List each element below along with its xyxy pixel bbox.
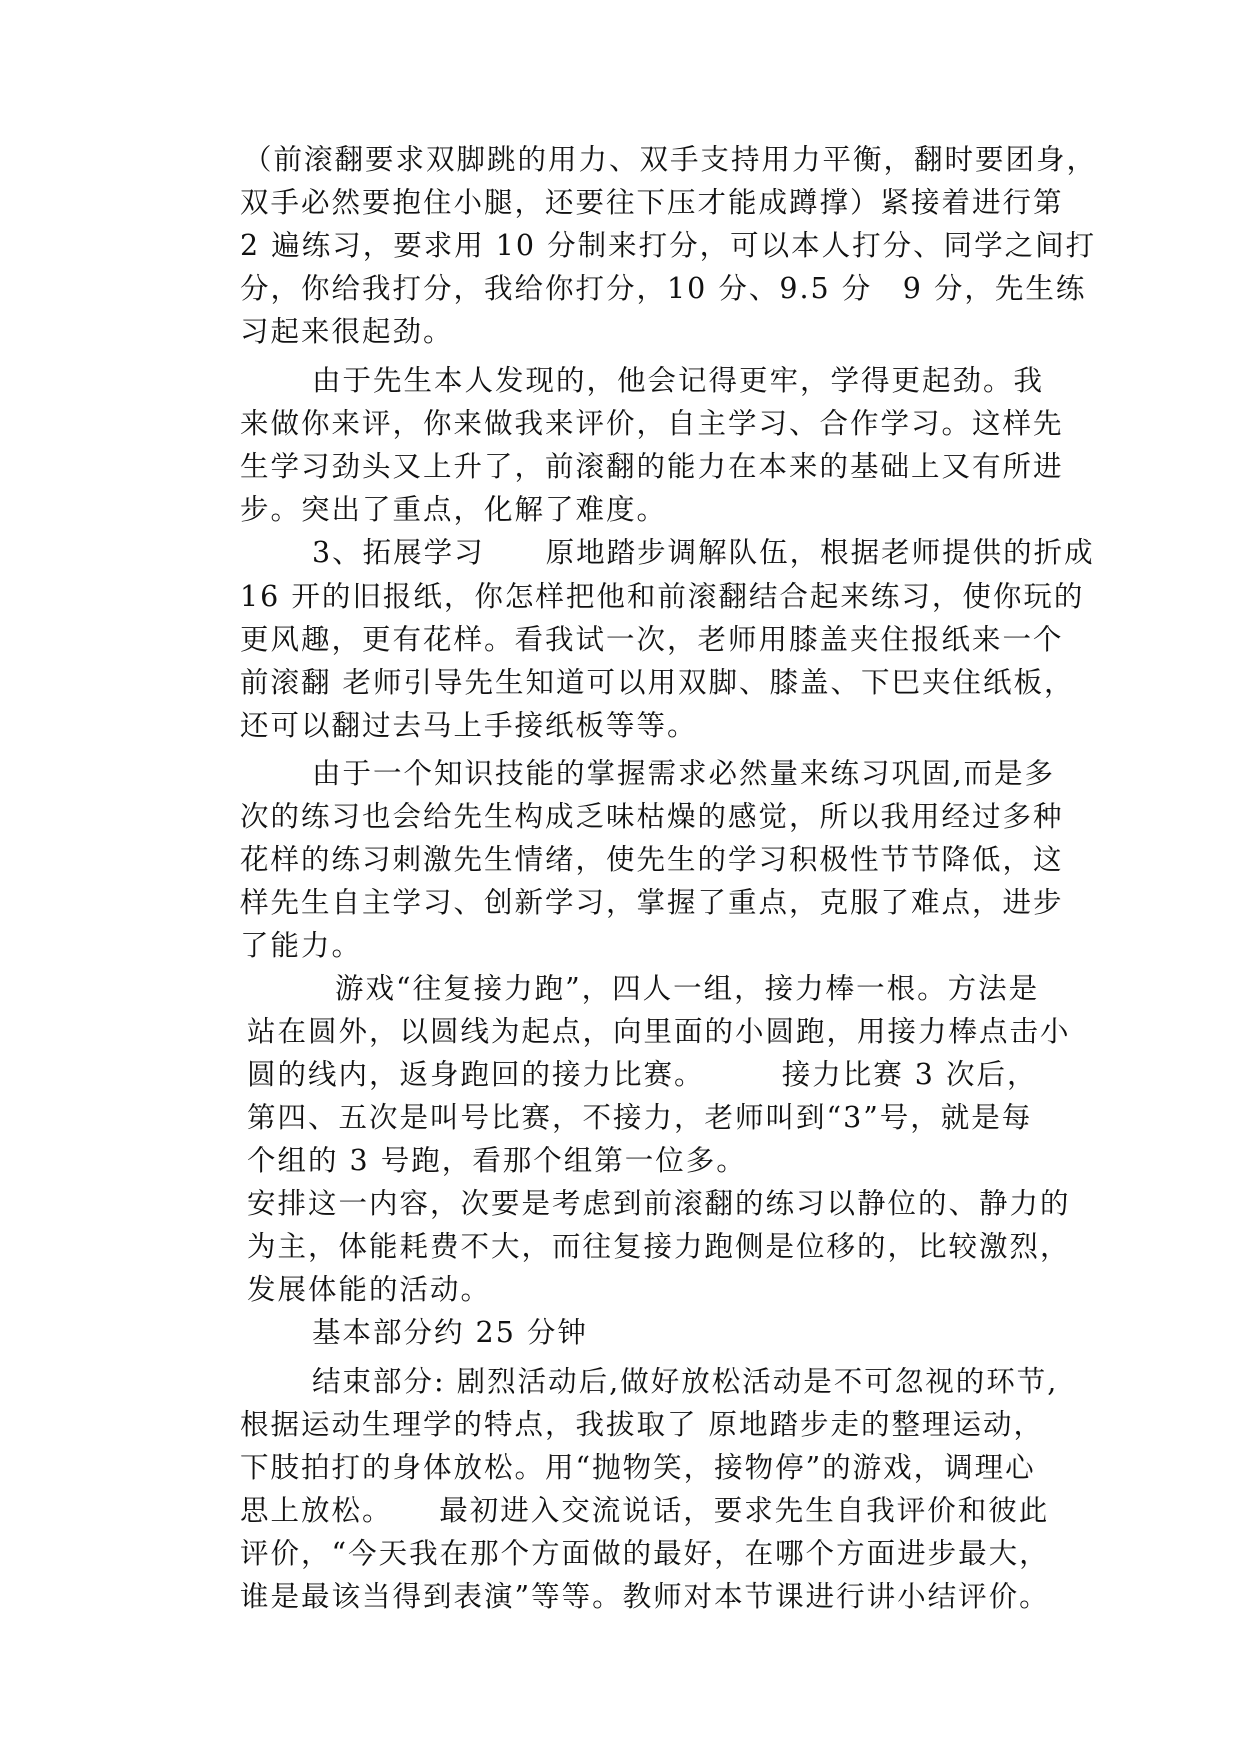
- text-line: 由于先生本人发现的，他会记得更牢，学得更起劲。我: [312, 364, 1045, 397]
- text-line: 16 开的旧报纸，你怎样把他和前滚翻结合起来练习，使你玩的: [240, 580, 1085, 613]
- text-line: 站在圆外，以圆线为起点，向里面的小圆跑，用接力棒点击小: [247, 1015, 1071, 1048]
- text-line: 评价，“今天我在那个方面做的最好，在哪个方面进步最大，: [240, 1537, 1050, 1570]
- text-line: 分，你给我打分，我给你打分，10 分、9.5 分 9 分，先生练: [240, 272, 1087, 305]
- text-line: 习起来很起劲。: [240, 315, 454, 348]
- text-line: 还可以翻过去马上手接纸板等等。: [240, 709, 698, 742]
- text-line: 根据运动生理学的特点，我拔取了 原地踏步走的整理运动，: [240, 1408, 1045, 1441]
- text-line: 安排这一内容，次要是考虑到前滚翻的练习以静位的、静力的: [247, 1187, 1071, 1220]
- text-line: 为主，体能耗费不大，而往复接力跑侧是位移的，比较激烈，: [247, 1230, 1071, 1263]
- text-line: 来做你来评，你来做我来评价，自主学习、合作学习。这样先: [240, 407, 1064, 440]
- text-line: 次的练习也会给先生构成乏味枯燥的感觉，所以我用经过多种: [240, 800, 1064, 833]
- text-line: 思上放松。 最初进入交流说话，要求先生自我评价和彼此: [240, 1494, 1050, 1527]
- text-line: 双手必然要抱住小腿，还要往下压才能成蹲撑）紧接着进行第: [240, 186, 1064, 219]
- text-line: 由于一个知识技能的掌握需求必然量来练习巩固,而是多: [312, 757, 1056, 790]
- text-line: 样先生自主学习、创新学习，掌握了重点，克服了难点，进步: [240, 886, 1064, 919]
- text-line: 发展体能的活动。: [247, 1273, 492, 1306]
- text-line: 基本部分约 25 分钟: [312, 1316, 588, 1349]
- text-line: 前滚翻 老师引导先生知道可以用双脚、膝盖、下巴夹住纸板，: [240, 666, 1075, 699]
- text-line: 谁是最该当得到表演”等等。教师对本节课进行讲小结评价。: [240, 1580, 1050, 1613]
- text-line: 2 遍练习，要求用 10 分制来打分，可以本人打分、同学之间打: [240, 229, 1097, 262]
- text-line: 结束部分: 剧烈活动后,做好放松活动是不可忽视的环节,: [312, 1365, 1059, 1398]
- text-line: 步。突出了重点，化解了难度。: [240, 493, 668, 526]
- text-line: 圆的线内，返身跑回的接力比赛。 接力比赛 3 次后，: [247, 1058, 1038, 1091]
- text-line: 花样的练习刺激先生情绪，使先生的学习积极性节节降低，这: [240, 843, 1064, 876]
- text-line: （前滚翻要求双脚跳的用力、双手支持用力平衡，翻时要团身，: [243, 143, 1098, 176]
- text-line: 下肢拍打的身体放松。用“抛物笑，接物停”的游戏，调理心: [240, 1451, 1036, 1484]
- text-line: 生学习劲头又上升了，前滚翻的能力在本来的基础上又有所进: [240, 450, 1064, 483]
- text-line: 第四、五次是叫号比赛，不接力，老师叫到“3”号，就是每: [247, 1101, 1033, 1134]
- text-line: 个组的 3 号跑，看那个组第一位多。: [247, 1144, 747, 1177]
- text-line: 游戏“往复接力跑”，四人一组，接力棒一根。方法是: [335, 972, 1040, 1005]
- text-line: 3、拓展学习 原地踏步调解队伍，根据老师提供的折成: [312, 536, 1095, 569]
- text-line: 更风趣，更有花样。看我试一次，老师用膝盖夹住报纸来一个: [240, 623, 1064, 656]
- text-line: 了能力。: [240, 929, 363, 962]
